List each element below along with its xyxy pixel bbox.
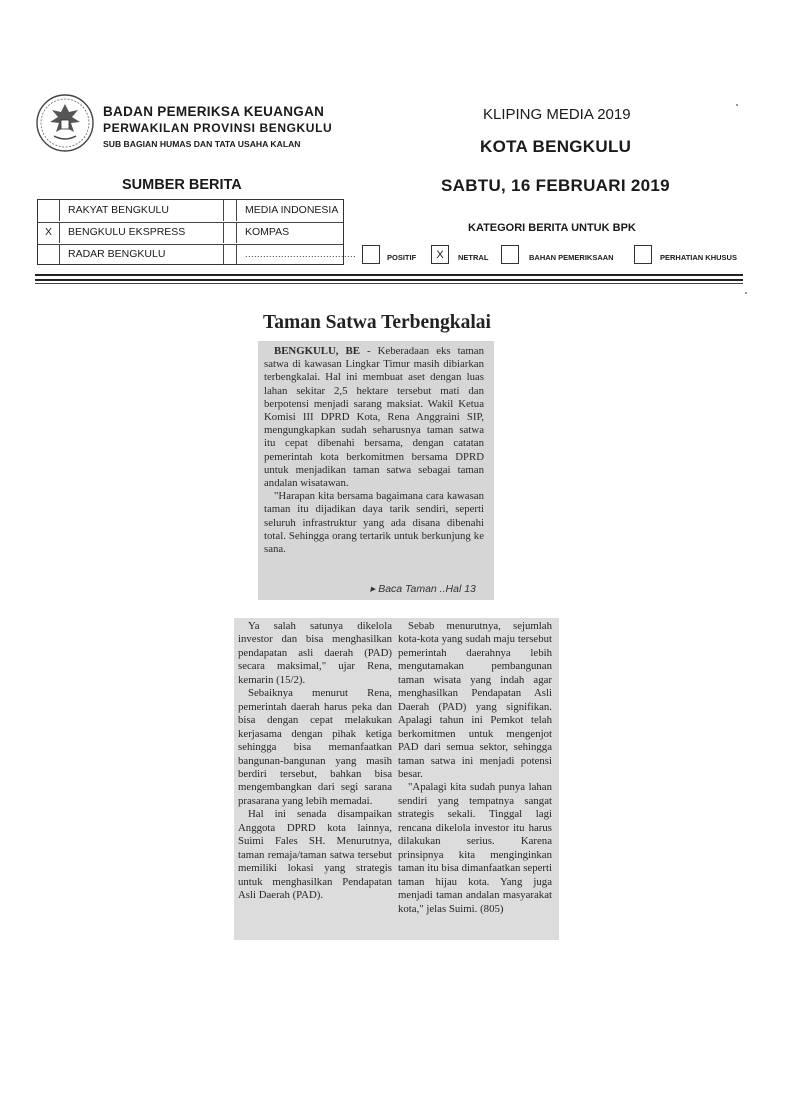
source-mark: X — [38, 222, 60, 243]
source-other-blank: ..................................... — [245, 249, 357, 259]
source-gap — [224, 244, 237, 265]
source-name: RAKYAT BENGKULU — [60, 200, 224, 221]
article-headline: Taman Satwa Terbengkalai — [263, 312, 491, 333]
source-row — [38, 244, 357, 266]
continue-text: Baca Taman ..Hal 13 — [378, 583, 476, 595]
article-lead — [264, 345, 484, 556]
source-mark — [38, 200, 60, 221]
lead-text: - Keberadaan eks taman satwa di kawasan Lingkar Timur masih dibiarkan terbengkalai. Hal ini membuat aset dengan luas lahan sekitar 2,5 hektare tersebut mati dan berpotensi menjadi sarang maksiat. Wakil Ketua Komisi III DPRD Kota, Rena Anggraini SIP, mengungkapkan sudah seharusnya taman satwa itu cepat dibenahi bersama, dengan catatan pemerintah kota berkomitmen bersama DPRD untuk menjadikan taman satwa sebagai taman andalan wisatawan. — [264, 345, 485, 490]
column-paragraph: Sebaiknya menurut Rena, pemerintah daerah harus peka dan bisa dengan cepat melakukan kerjasama dengan pihak ketiga sehingga bisa memanfaatkan bangunan-bangunan yang masih berdiri tersebut, bahkan bisa mengembangkan dari segi sarana prasarana yang lebih memadai. — [238, 687, 392, 807]
lead-paragraph: "Harapan kita bersama bagaimana cara kawasan taman itu dijadikan daya tarik sendiri, seperti seluruh infrastruktur yang ada disana dibenahi total. Sehingga orang tertarik untuk berkunjung ke sana. — [264, 490, 484, 556]
scan-speck — [745, 292, 747, 294]
category-checkbox-positif — [362, 245, 380, 264]
city-title: KOTA BENGKULU — [480, 137, 632, 156]
source-title: SUMBER BERITA — [122, 177, 242, 193]
kliping-title: KLIPING MEDIA 2019 — [483, 106, 631, 123]
column-paragraph: Sebab menurutnya, sejumlah kota-kota yang sudah maju tersebut pemerintah daerahnya lebih mengutamakan pembangunan taman wisata yang indah agar menghasilkan Pendapatan Asli Daerah (PAD) yang signifikan. Apalagi tahun ini Pemkot telah berkomitmen untuk mengenjot PAD dari semua sektor, sehingga taman satwa ini menjadi potensi besar. — [398, 620, 552, 780]
source-name: RADAR BENGKULU — [60, 244, 224, 265]
arrow-right-icon: ▸ — [370, 583, 379, 595]
date-title: SABTU, 16 FEBRUARI 2019 — [441, 176, 670, 195]
org-name: BADAN PEMERIKSA KEUANGAN — [103, 104, 325, 119]
divider — [35, 283, 743, 284]
source-table — [37, 199, 357, 265]
source-name: MEDIA INDONESIA — [245, 204, 339, 216]
org-subdivision: SUB BAGIAN HUMAS DAN TATA USAHA KALAN — [103, 139, 301, 149]
category-label-netral: NETRAL — [458, 253, 489, 262]
divider — [35, 279, 743, 281]
category-checkbox-perhatian — [634, 245, 652, 264]
category-label-positif: POSITIF — [387, 253, 417, 262]
garuda-emblem-icon — [34, 92, 96, 154]
lead-paragraph — [264, 345, 484, 490]
source-gap — [224, 222, 237, 243]
continue-marker — [370, 583, 476, 595]
source-name: KOMPAS — [245, 226, 290, 238]
category-label-perhatian: PERHATIAN KHUSUS — [660, 253, 737, 262]
org-branch: PERWAKILAN PROVINSI BENGKULU — [103, 121, 333, 135]
category-checkbox-netral: X — [431, 245, 449, 264]
divider — [35, 274, 743, 276]
scan-speck — [736, 104, 738, 106]
category-checkbox-bahan — [501, 245, 519, 264]
source-row — [38, 222, 343, 245]
category-title: KATEGORI BERITA UNTUK BPK — [468, 222, 636, 234]
source-mark — [38, 244, 60, 265]
column-paragraph: Hal ini senada disampaikan Anggota DPRD kota lainnya, Suimi Fales SH. Menurutnya, taman remaja/taman satwa tersebut memiliki lokasi yang strategis untuk menghasilkan Pendapatan Asli Daerah (PAD). — [238, 808, 392, 902]
column-paragraph: Ya salah satunya dikelola investor dan bisa menghasilkan pendapatan asli daerah (PAD) secara maksimal," ujar Rena, kemarin (15/2). — [238, 620, 392, 686]
dateline: BENGKULU, BE — [274, 345, 360, 357]
source-row — [38, 200, 343, 223]
category-label-bahan: BAHAN PEMERIKSAAN — [529, 253, 614, 262]
article-column-right — [398, 620, 552, 916]
article-column-left — [238, 620, 392, 903]
column-paragraph: "Apalagi kita sudah punya lahan sendiri yang tempatnya sangat strategis sekali. Tinggal lagi rencana dikelola investor itu harus dilakukan serius. Karena prinsipnya kita menginginkan taman itu bisa dimanfaatkan seperti taman hijau kota. Yang juga menjadi taman andalan masyarakat kota," jelas Suimi. (805) — [398, 781, 552, 915]
source-name: BENGKULU EKSPRESS — [60, 222, 224, 243]
source-gap — [224, 200, 237, 221]
